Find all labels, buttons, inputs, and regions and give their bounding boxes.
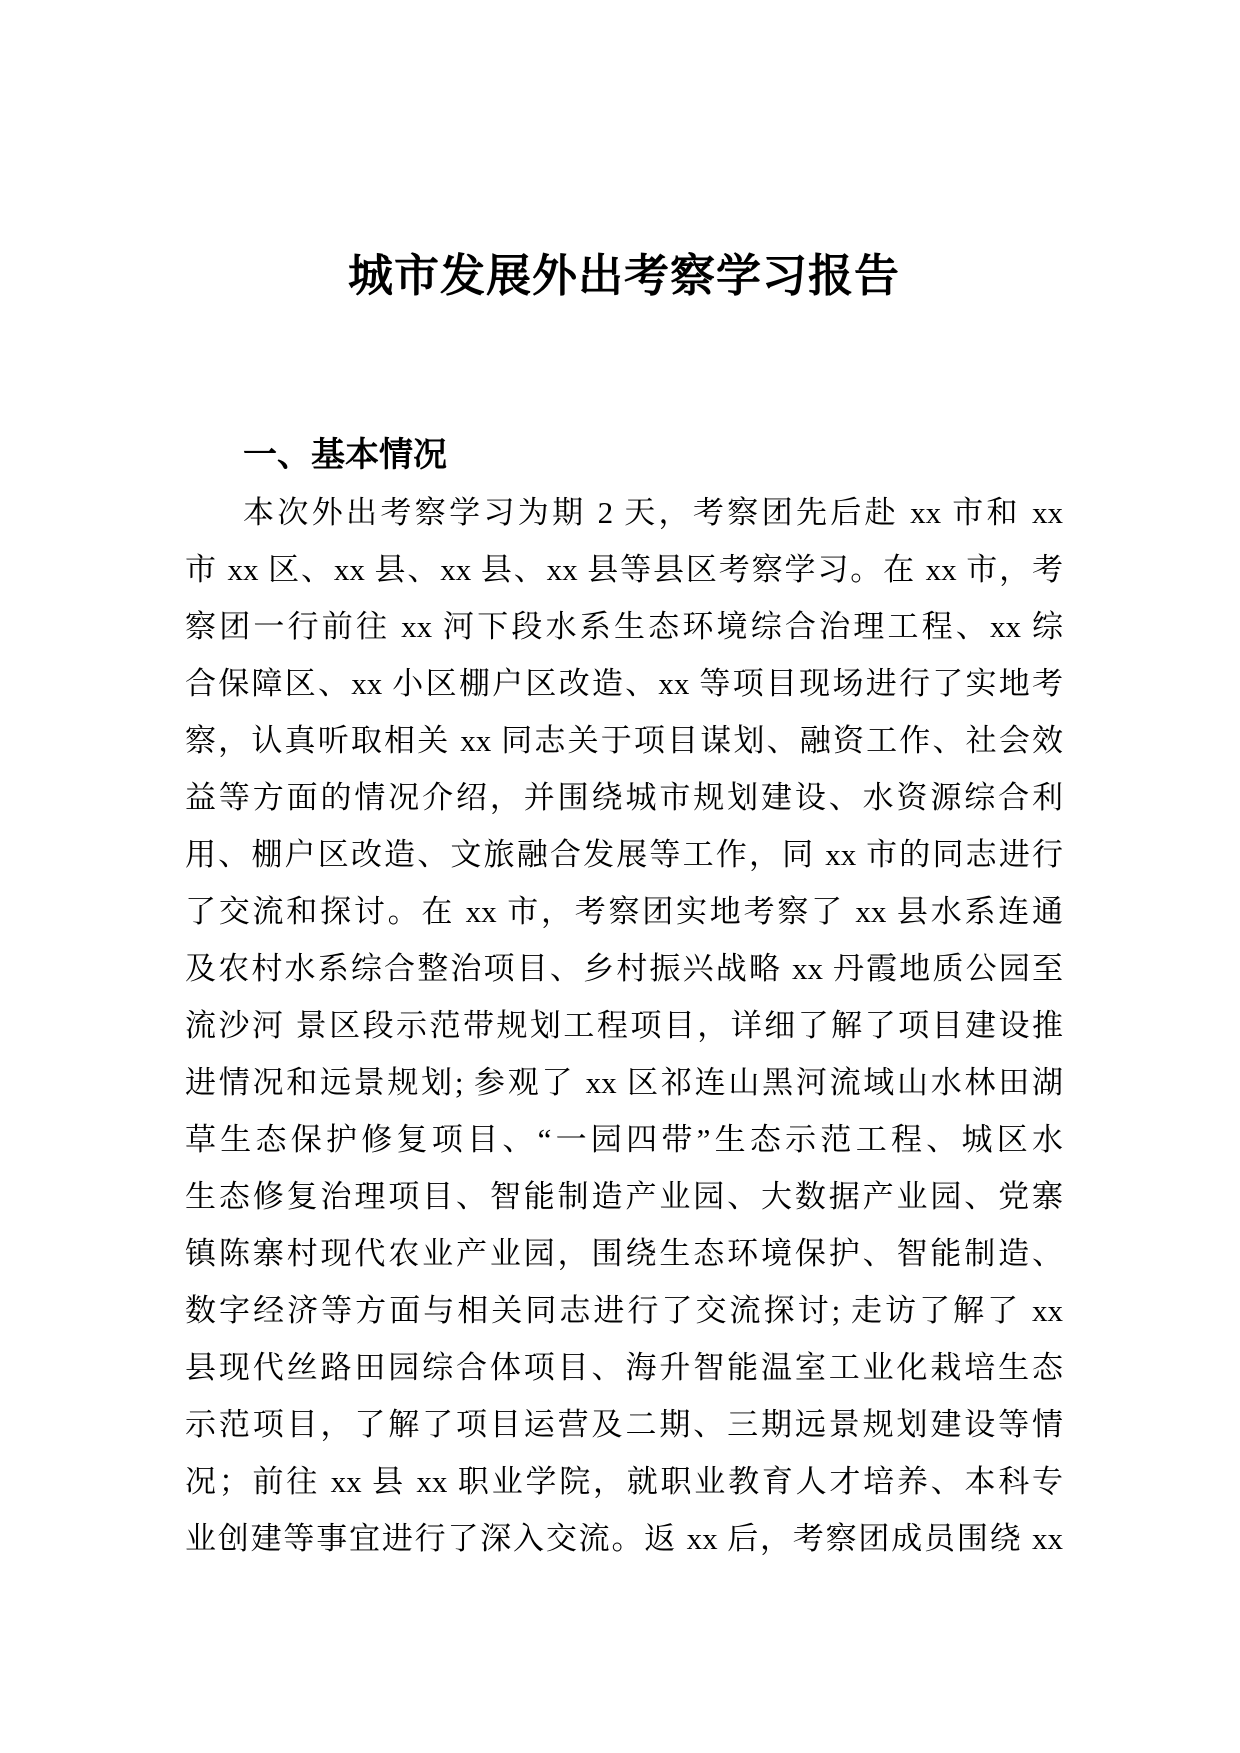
- paragraph-line: 本次外出考察学习为期 2 天，考察团先后赴 xx 市和 xx: [243, 495, 1063, 530]
- paragraph-line: 流沙河 景区段示范带规划工程项目，详细了解了项目建设推: [185, 1008, 1063, 1043]
- paragraph-line: 及农村水系综合整治项目、乡村振兴战略 xx 丹霞地质公园至: [185, 951, 1063, 986]
- section-heading: 一、基本情况: [243, 436, 447, 474]
- paragraph-line: 益等方面的情况介绍，并围绕城市规划建设、水资源综合利: [185, 780, 1063, 815]
- paragraph-line: 数字经济等方面与相关同志进行了交流探讨; 走访了解了 xx: [185, 1293, 1063, 1328]
- paragraph-line: 县现代丝路田园综合体项目、海升智能温室工业化栽培生态: [185, 1350, 1063, 1385]
- paragraph-line: 况；前往 xx 县 xx 职业学院，就职业教育人才培养、本科专: [185, 1464, 1063, 1499]
- paragraph-line: 用、棚户区改造、文旅融合发展等工作，同 xx 市的同志进行: [185, 837, 1063, 872]
- paragraph-line: 了交流和探讨。在 xx 市，考察团实地考察了 xx 县水系连通: [185, 894, 1063, 929]
- paragraph-line: 进情况和远景规划; 参观了 xx 区祁连山黑河流域山水林田湖: [185, 1065, 1063, 1100]
- paragraph-line: 草生态保护修复项目、“一园四带”生态示范工程、城区水: [185, 1122, 1063, 1157]
- paragraph-line: 合保障区、xx 小区棚户区改造、xx 等项目现场进行了实地考: [185, 666, 1063, 701]
- paragraph-line: 示范项目，了解了项目运营及二期、三期远景规划建设等情: [185, 1407, 1063, 1442]
- paragraph-line: 察，认真听取相关 xx 同志关于项目谋划、融资工作、社会效: [185, 723, 1063, 758]
- paragraph-line: 镇陈寨村现代农业产业园，围绕生态环境保护、智能制造、: [185, 1236, 1063, 1271]
- paragraph-line: 业创建等事宜进行了深入交流。返 xx 后，考察团成员围绕 xx: [185, 1521, 1063, 1556]
- paragraph-line: 察团一行前往 xx 河下段水系生态环境综合治理工程、xx 综: [185, 609, 1063, 644]
- document-title: 城市发展外出考察学习报告: [347, 250, 900, 301]
- paragraph-line: 市 xx 区、xx 县、xx 县、xx 县等县区考察学习。在 xx 市，考: [185, 552, 1063, 587]
- body-paragraph: [185, 484, 1063, 1567]
- paragraph-line: 生态修复治理项目、智能制造产业园、大数据产业园、党寨: [185, 1179, 1063, 1214]
